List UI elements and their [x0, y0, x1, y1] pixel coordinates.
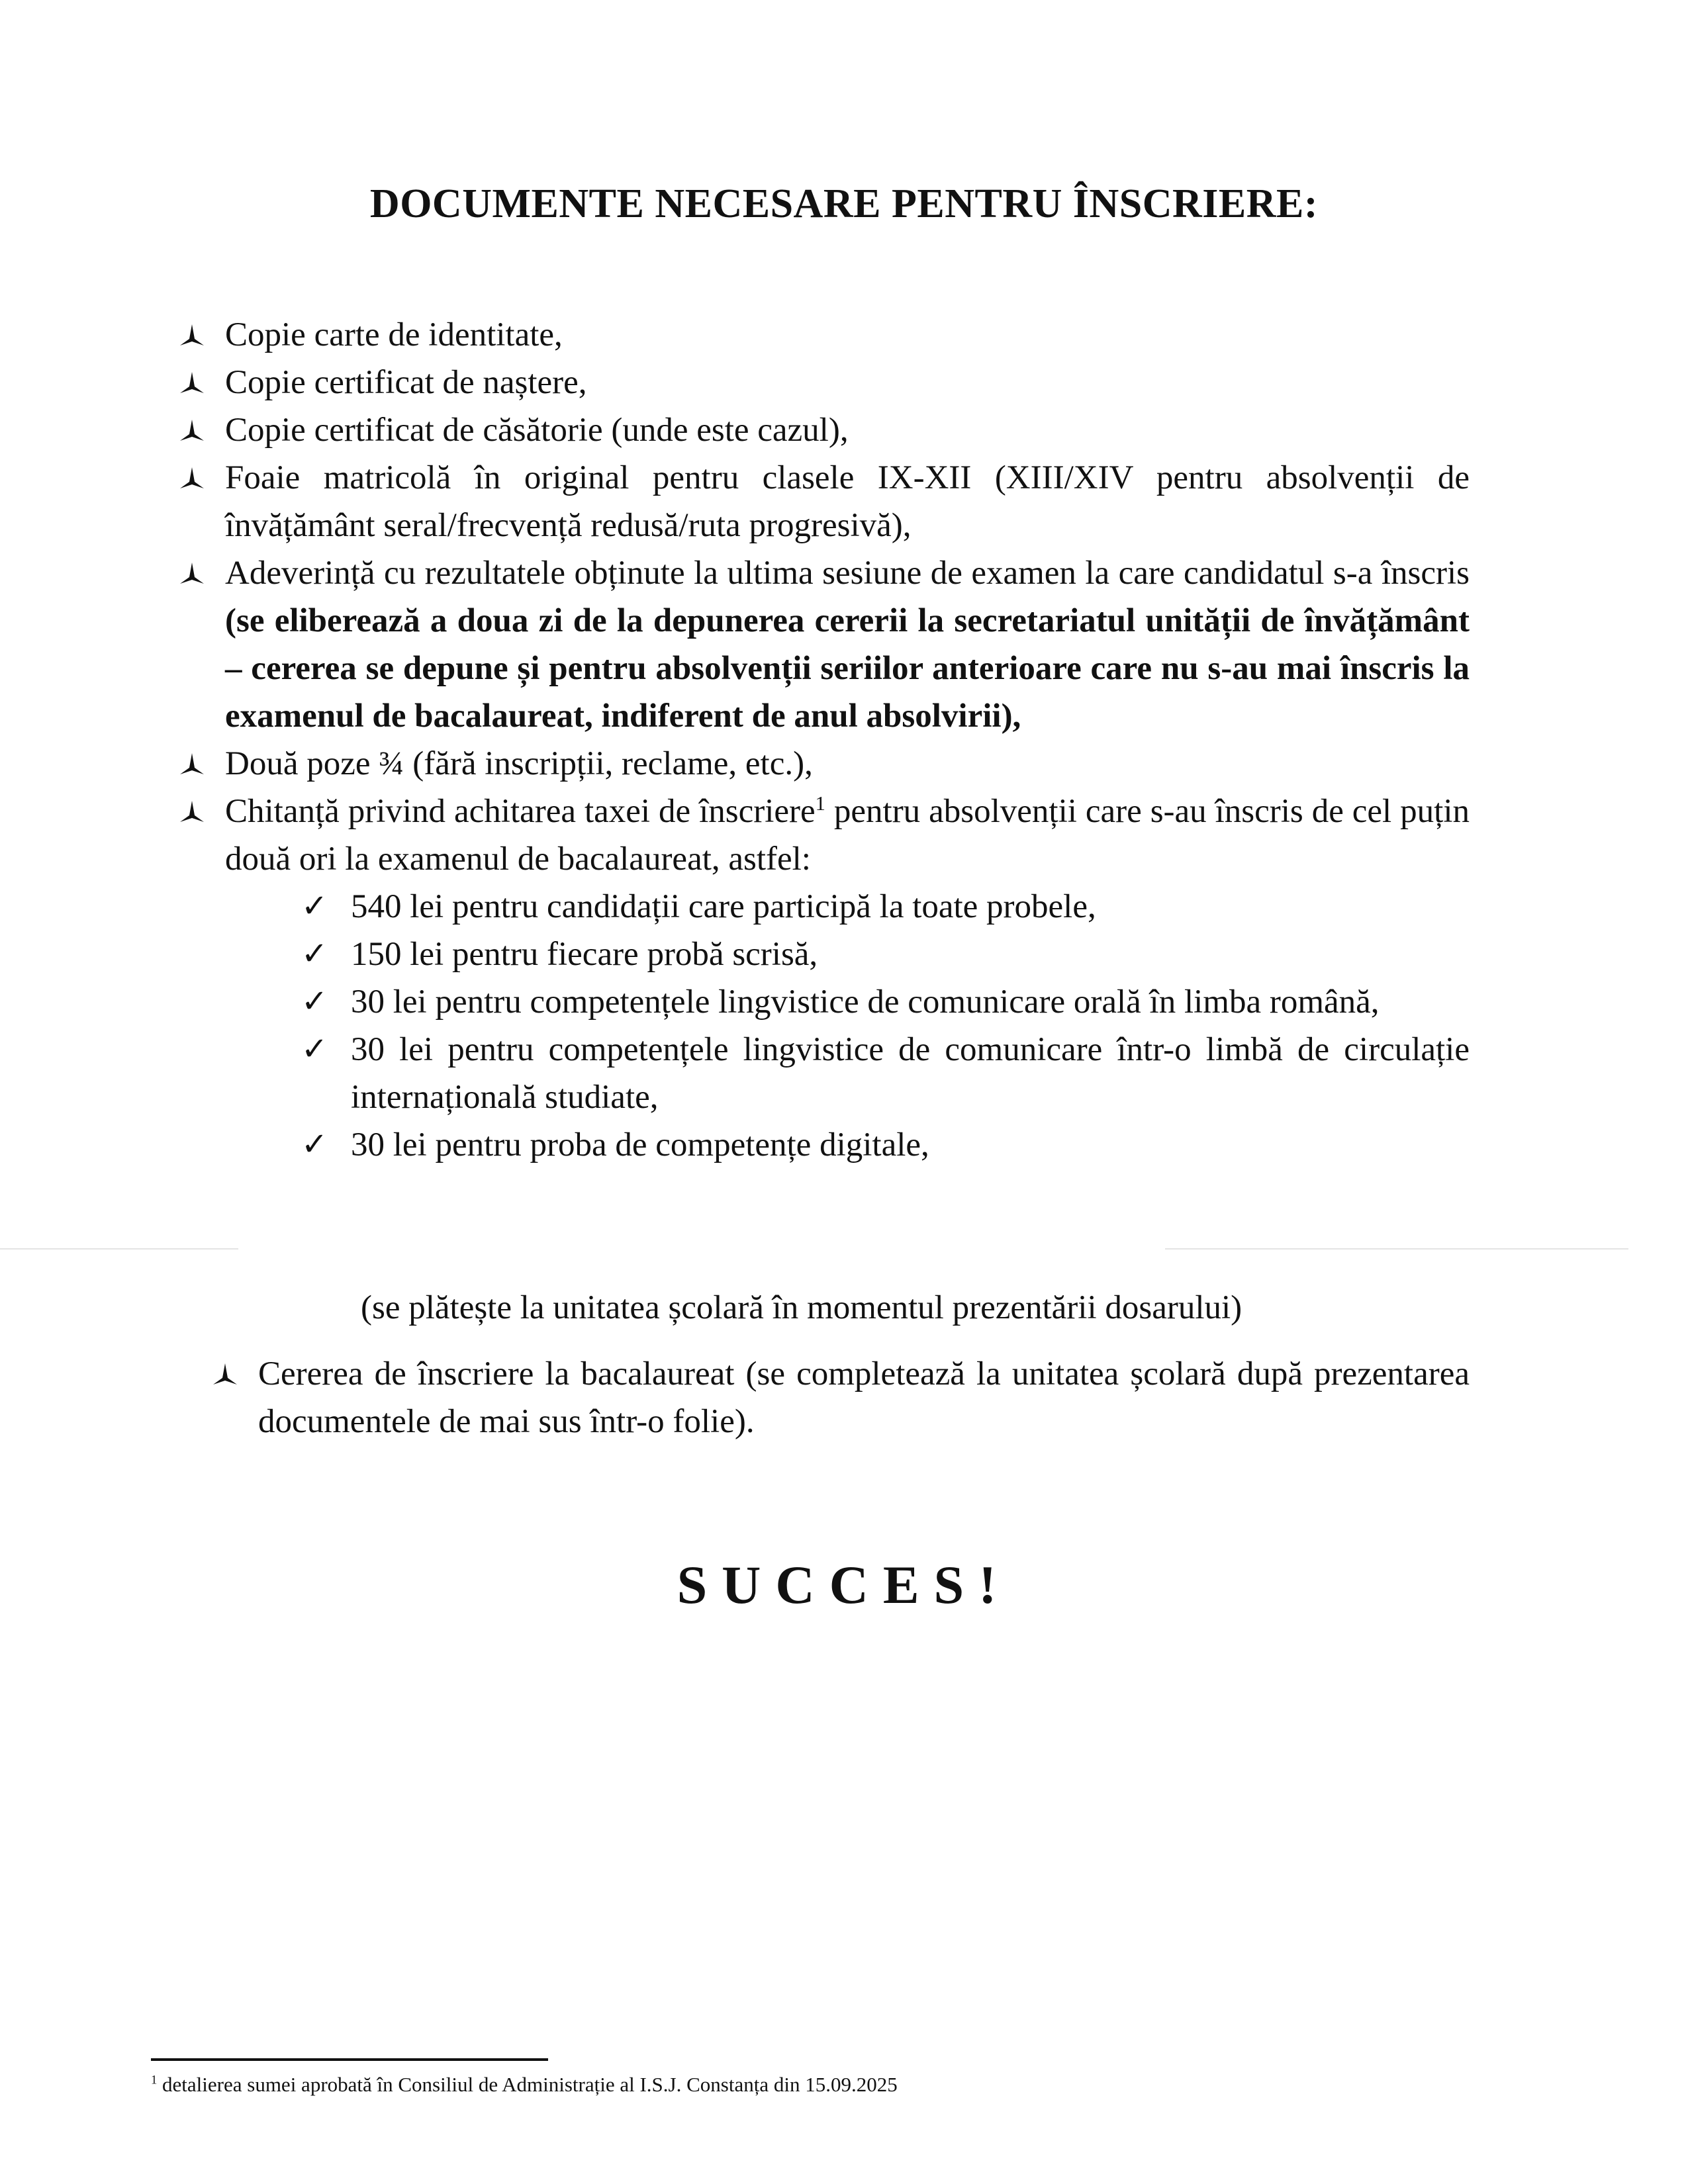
- item-text: Adeverință cu rezultatele obținute la ultima sesiune de examen la care candidatul s-a înscris: [225, 555, 1470, 592]
- checkmark-icon: ✓: [301, 1032, 328, 1067]
- scan-artifact-line: [0, 1248, 238, 1250]
- item-bold-text: (se eliberează a doua zi de la depunerea cererii la secretariatul unității de învățământ – cererea se depune și pentru absolvenții seriilor anterioare care nu s-au mai înscris la examenul de bacalaureat, indiferent de anul absolvirii),: [225, 602, 1470, 735]
- checkmark-icon: ✓: [301, 889, 328, 924]
- checkmark-icon: ✓: [301, 936, 328, 972]
- arrowhead-up-icon: [179, 420, 205, 443]
- document-title: DOCUMENTE NECESARE PENTRU ÎNSCRIERE:: [369, 181, 1319, 226]
- list-item: [179, 406, 1470, 454]
- list-item: [179, 788, 1470, 883]
- list-item: [179, 359, 1470, 406]
- fee-text: 30 lei pentru competențele lingvistice de comunicare orală în limba română,: [351, 983, 1380, 1021]
- arrowhead-up-icon: [179, 563, 205, 586]
- fee-item: [301, 1121, 1470, 1169]
- last-list-item: [212, 1350, 1470, 1445]
- footnote-reference[interactable]: 1: [815, 792, 825, 815]
- fee-item: [301, 931, 1470, 978]
- arrowhead-up-icon: [179, 801, 205, 825]
- arrowhead-up-icon: [179, 324, 205, 348]
- arrowhead-up-icon: [179, 372, 205, 396]
- checkmark-icon: ✓: [301, 984, 328, 1019]
- list-item: [179, 311, 1470, 359]
- fee-item: [301, 1026, 1470, 1121]
- closing-message: SUCCES!: [677, 1555, 1011, 1615]
- documents-list: [179, 311, 1470, 1169]
- footnote-marker: 1: [151, 2073, 158, 2087]
- list-item: [179, 740, 1470, 788]
- item-text: Copie carte de identitate,: [225, 316, 563, 353]
- item-text: Foaie matricolă în original pentru clasele IX-XII (XIII/XIV pentru absolvenții de învățământ seral/frecvență redusă/ruta progresivă),: [225, 459, 1470, 544]
- list-item: [179, 549, 1470, 740]
- item-text: Cererea de înscriere la bacalaureat (se completează la unitatea școlară după prezentarea documentele de mai sus într-o folie).: [258, 1355, 1470, 1440]
- scan-artifact-line: [1165, 1248, 1628, 1250]
- fee-text: 540 lei pentru candidații care participă la toate probele,: [351, 888, 1096, 925]
- fee-item: [301, 978, 1470, 1026]
- list-item: [212, 1350, 1470, 1445]
- footnote-text: detalierea sumei aprobată în Consiliul de Administrație al I.S.J. Constanța din 15.09.2025: [162, 2073, 898, 2096]
- arrowhead-up-icon: [179, 753, 205, 777]
- fee-text: 30 lei pentru proba de competențe digitale,: [351, 1126, 929, 1163]
- item-text-continued: pentru absolvenții care s-au înscris de cel puțin două ori la examenul de bacalaureat, astfel:: [225, 793, 1470, 878]
- fee-text: 150 lei pentru fiecare probă scrisă,: [351, 936, 818, 973]
- item-text: Chitanță privind achitarea taxei de înscriere: [225, 793, 816, 830]
- arrowhead-up-icon: [179, 467, 205, 491]
- checkmark-icon: ✓: [301, 1127, 328, 1162]
- list-item: [179, 454, 1470, 549]
- fee-item: [301, 883, 1470, 931]
- item-text: Copie certificat de naștere,: [225, 364, 587, 401]
- fee-text: 30 lei pentru competențele lingvistice de comunicare într-o limbă de circulație internațională studiate,: [351, 1031, 1470, 1116]
- arrowhead-up-icon: [212, 1363, 238, 1387]
- item-text: Două poze ¾ (fără inscripții, reclame, etc.),: [225, 745, 813, 782]
- footnote: [151, 2070, 898, 2099]
- payment-note: (se plătește la unitatea școlară în momentul prezentării dosarului): [361, 1289, 1243, 1326]
- footnote-separator: [151, 2058, 548, 2061]
- item-text: Copie certificat de căsătorie (unde este cazul),: [225, 412, 849, 449]
